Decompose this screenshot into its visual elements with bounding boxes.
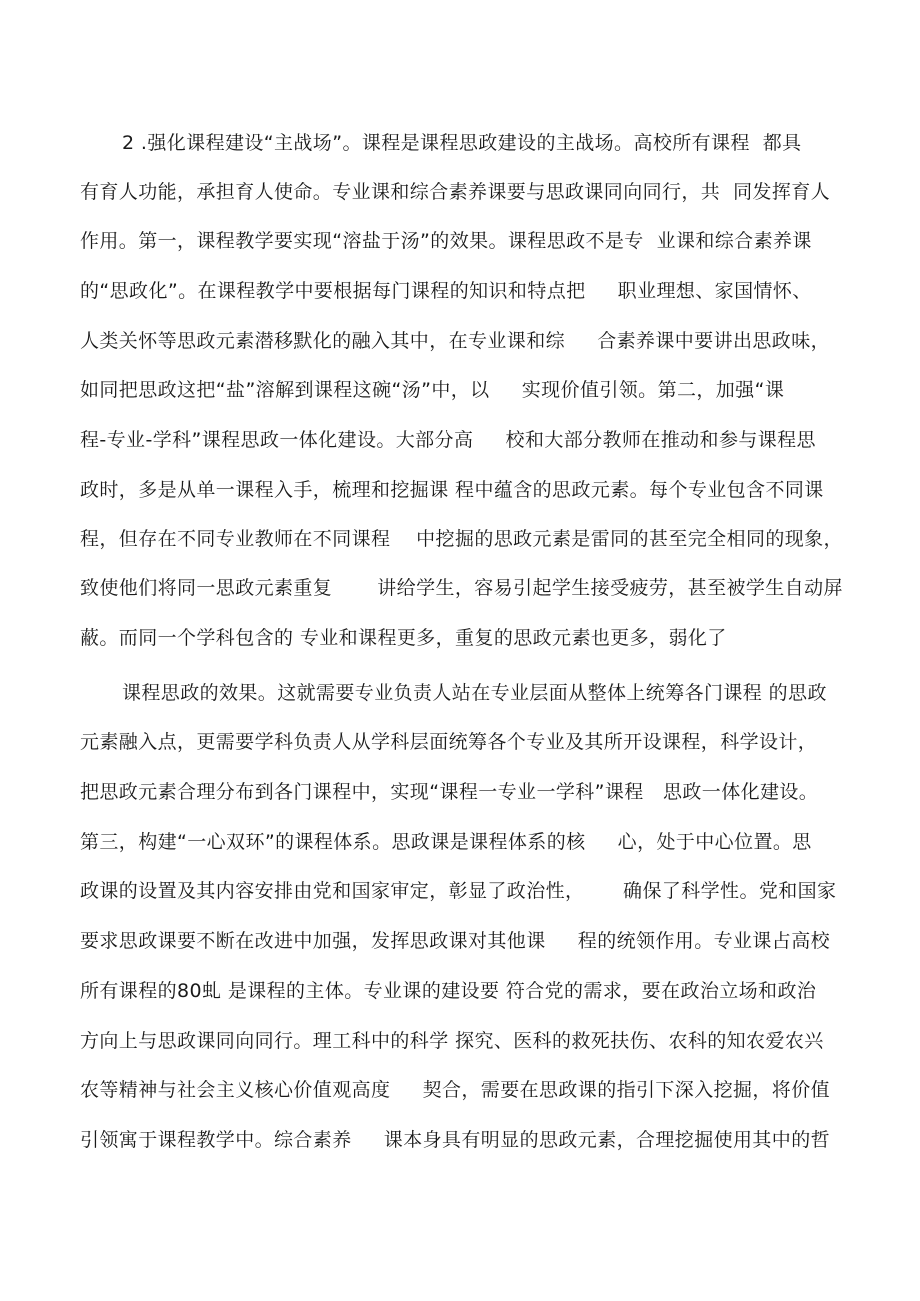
text-line-14: 把思政元素合理分布到各门课程中，实现“课程一专业一学科”课程 思政一体化建设。	[80, 781, 819, 803]
text-line-18: 所有课程的80虬 是课程的主体。专业课的建设要 符合党的需求，要在政治立场和政治	[80, 980, 817, 1002]
text-line-16: 政课的设置及其内容安排由党和国家审定，彰显了政治性， 确保了科学性。党和国家	[80, 880, 837, 902]
text-line-8: 政时，多是从单一课程入手，梳理和挖掘课 程中蕴含的思政元素。每个专业包含不同课	[80, 479, 824, 501]
text-line-19: 方向上与思政课同向同行。理工科中的科学 探究、医科的救死扶伤、农科的知农爱农兴	[80, 1030, 824, 1052]
text-line-20: 农等精神与社会主义核心价值观高度 契合，需要在思政课的指引下深入挖掘，将价值	[80, 1079, 830, 1101]
text-line-17: 要求思政课要不断在改进中加强，发挥思政课对其他课 程的统领作用。专业课占高校	[80, 930, 830, 952]
text-line-11: 蔽。而同一个学科包含的 专业和课程更多，重复的思政元素也更多，弱化了	[80, 627, 727, 649]
text-line-4: 的“思政化”。在课程教学中要根据每门课程的知识和特点把 职业理想、家国情怀、	[80, 280, 812, 302]
text-line-7: 程-专业-学科”课程思政一体化建设。大部分高 校和大部分教师在推动和参与课程思	[80, 429, 816, 451]
text-line-13: 元素融入点，更需要学科负责人从学科层面统筹各个专业及其所开设课程，科学设计，	[80, 731, 818, 753]
text-line-6: 如同把思政这把“盐”溶解到课程这碗“汤”中，以 实现价值引领。第二，加强“课	[80, 379, 785, 401]
text-line-15: 第三，构建“一心双环”的课程体系。思政课是课程体系的核 心，处于中心位置。思	[80, 831, 812, 853]
text-line-2: 有育人功能，承担育人使命。专业课和综合素养课要与思政课同向同行，共 同发挥育人	[80, 181, 831, 203]
text-line-1: 2 .强化课程建设“主战场”。课程是课程思政建设的主战场。高校所有课程 都具	[122, 132, 802, 154]
text-line-5: 人类关怀等思政元素潜移默化的融入其中，在专业课和综 合素养课中要讲出思政味，	[80, 330, 830, 352]
text-line-12: 课程思政的效果。这就需要专业负责人站在专业层面从整体上统筹各门课程 的思政	[122, 682, 827, 704]
text-line-10: 致使他们将同一思政元素重复 讲给学生，容易引起学生接受疲劳，甚至被学生自动屏	[80, 577, 843, 599]
text-line-9: 程，但存在不同专业教师在不同课程 中挖掘的思政元素是雷同的甚至完全相同的现象，	[80, 528, 843, 550]
text-line-21: 引领寓于课程教学中。综合素养 课本身具有明显的思政元素，合理挖掘使用其中的哲	[80, 1129, 830, 1151]
text-line-3: 作用。第一，课程教学要实现“溶盐于汤”的效果。课程思政不是专 业课和综合素养课	[80, 230, 812, 252]
